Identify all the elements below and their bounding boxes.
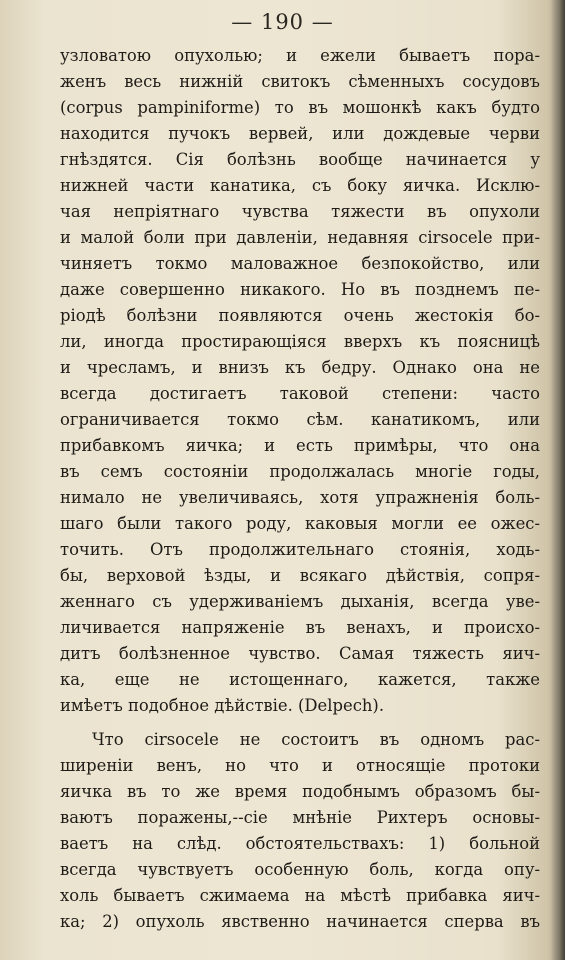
- text-line: личивается напряженіе въ венахъ, и происхо-: [60, 618, 540, 637]
- paragraph-gap: [60, 719, 540, 727]
- text-line: ріодѣ болѣзни появляются очень жестокія бо-: [60, 306, 540, 325]
- text-line: даже совершенно никакого. Но въ позднемъ пе-: [60, 280, 540, 299]
- page-number: — 190 —: [231, 10, 334, 34]
- text-line: чиняетъ токмо маловажное безпокойство, или: [60, 254, 540, 273]
- text-line: ка; 2) опухоль явственно начинается сперва въ: [60, 912, 540, 931]
- text-line: яичка въ то же время подобнымъ образомъ бы-: [60, 782, 540, 801]
- text-line: женнаго съ удерживаніемъ дыханія, всегда уве-: [60, 592, 540, 611]
- text-line: узловатою опухолью; и ежели бываетъ пора-: [60, 46, 540, 65]
- paragraph-1: [60, 43, 540, 719]
- text-line: ка, еще не истощеннаго, кажется, также: [60, 670, 540, 689]
- text-line: находится пучокъ вервей, или дождевые черви: [60, 124, 540, 143]
- text-line: шаго были такого роду, каковыя могли ее ожес-: [60, 514, 540, 533]
- text-line: дитъ болѣзненное чувство. Самая тяжесть яич-: [60, 644, 540, 663]
- text-line: холь бываетъ сжимаема на мѣстѣ прибавка яич-: [60, 886, 540, 905]
- text-line: ширеніи венъ, но что и относящіе протоки: [60, 756, 540, 775]
- text-line: чая непріятнаго чувства тяжести въ опухоли: [60, 202, 540, 221]
- text-line: всегда чувствуетъ особенную боль, когда опу-: [60, 860, 540, 879]
- text-line: ваетъ на слѣд. обстоятельствахъ: 1) больной: [60, 834, 540, 853]
- text-line: имѣетъ подобное дѣйствіе. (Delpech).: [60, 696, 385, 715]
- text-line: и малой боли при давленіи, недавняя cirsocele при-: [60, 228, 540, 247]
- text-line: (corpus pampiniforme) то въ мошонкѣ какъ будто: [60, 98, 540, 117]
- text-line: ваютъ поражены,--сіе мнѣніе Рихтеръ основы-: [60, 808, 540, 827]
- text-line: прибавкомъ яичка; и есть примѣры, что она: [60, 436, 540, 455]
- text-line: и чресламъ, и внизъ къ бедру. Однако она не: [60, 358, 540, 377]
- paragraph-2: [60, 727, 540, 935]
- text-line: точить. Отъ продолжительнаго стоянія, ходь-: [60, 540, 540, 559]
- text-line: нижней части канатика, съ боку яичка. Исклю-: [60, 176, 540, 195]
- page-edge-shadow: [551, 0, 565, 960]
- body-text: [60, 43, 540, 935]
- text-line: гнѣздятся. Сія болѣзнь вообще начинается у: [60, 150, 540, 169]
- text-line: ограничивается токмо сѣм. канатикомъ, или: [60, 410, 540, 429]
- text-line: бы, верховой ѣзды, и всякаго дѣйствія, сопря-: [60, 566, 540, 585]
- text-line: всегда достигаетъ таковой степени: часто: [60, 384, 540, 403]
- text-line: женъ весь нижній свитокъ сѣменныхъ сосудовъ: [60, 72, 540, 91]
- text-line: ли, иногда простирающіяся вверхъ къ поясницѣ: [60, 332, 540, 351]
- text-line: нимало не увеличиваясь, хотя упражненія боль-: [60, 488, 540, 507]
- text-line: въ семъ состояніи продолжалась многіе годы,: [60, 462, 540, 481]
- text-line: Что cirsocele не состоитъ въ одномъ рас-: [92, 730, 540, 749]
